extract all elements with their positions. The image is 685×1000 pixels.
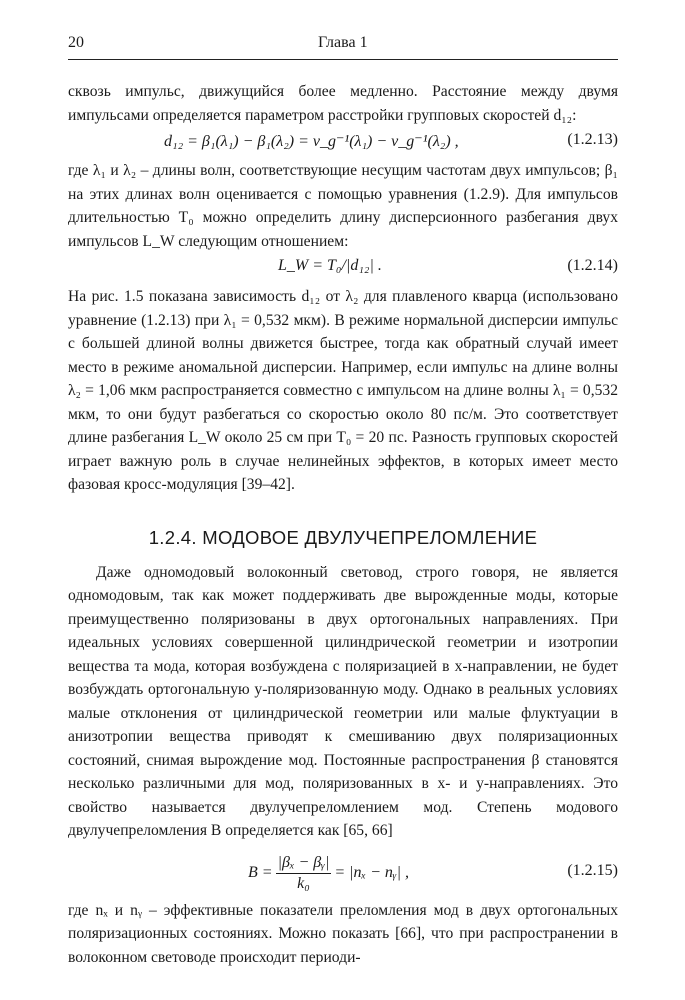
equation-1-2-15-number: (1.2.15) [567,861,618,879]
equation-1-2-15-rhs: = |nₓ − nᵧ| , [334,864,409,881]
equation-1-2-15 [68,849,618,897]
equation-1-2-13-number: (1.2.13) [567,131,618,148]
paragraph-3: На рис. 1.5 показана зависимость d₁₂ от λ₂ для плавленого кварца (использовано уравнение (1.2.13) при λ₁ = 0,532 мкм). В режиме нормальной дисперсии импульс с большей длиной волны движется быстрее, тогда как обратный случай имеет место в режиме аномальной дисперсии. Например, если импульс на длине волны λ₂ = 1,06 мкм распространяется совместно с импульсом на длине волны λ₁ = 0,532 мкм, то они будут разбегаться со скоростью около 80 пс/м. Это соответствует длине разбегания L_W около 25 см при T₀ = 20 пс. Разность групповых скоростей играет важную роль в случае нелинейных эффектов, в которых имеет место фазовая кросс-модуляция [39–42]. [68,288,618,493]
page-number: 20 [68,34,84,51]
equation-1-2-13 [68,131,618,157]
chapter-title: Глава 1 [318,34,368,51]
equation-1-2-15-fraction [276,853,332,894]
paragraph-2: где λ₁ и λ₂ – длины волн, соответствующие несущим частотам двух импульсов; β₁ на этих длинах волн оценивается с помощью уравнения (1.2.9). Для импульсов длительностью T₀ можно определить длину дисперсионного разбегания двух импульсов L_W следующим отношением: [68,162,618,250]
page-header [68,34,618,60]
equation-1-2-14 [68,257,618,283]
equation-1-2-14-number: (1.2.14) [567,257,618,274]
paragraph-1: сквозь импульс, движущийся более медленно. Расстояние между двумя импульсами определяется параметром расстройки групповых скоростей d₁₂: [68,83,618,124]
equation-1-2-13-formula: d₁₂ = β₁(λ₁) − β₁(λ₂) = v_g⁻¹(λ₁) − v_g⁻¹(λ₂) , [164,133,459,150]
book-page [68,34,618,969]
equation-1-2-14-formula: L_W = T₀/|d₁₂| . [278,257,382,274]
paragraph-4: Даже одномодовый волоконный световод, строго говоря, не является одномодовым, так как может поддерживать две вырожденные моды, которые преимущественно поляризованы в двух ортогональных направлениях. При идеальных условиях совершенной цилиндрической геометрии и изотропии вещества та мода, которая возбуждена с поляризацией в x-направлении, не будет возбуждать ортогональную y-поляризованную моду. Однако в реальных условиях малые отклонения от цилиндрической геометрии или малые флуктуации в анизотропии вещества приводят к смешиванию двух поляризационных состояний, снимая вырождение мод. Постоянные распространения β становятся несколько различными для мод, поляризованных в x- и y-направлениях. Это свойство называется двулучепреломлением мод. Степень модового двулучепреломления B определяется как [65, 66] [68,563,618,839]
section-heading: 1.2.4. МОДОВОЕ ДВУЛУЧЕПРЕЛОМЛЕНИЕ [148,526,538,548]
equation-1-2-15-formula [248,853,409,894]
equation-1-2-15-lhs: B = [248,864,273,881]
equation-1-2-15-numerator: |βₓ − βᵧ| [276,853,332,874]
equation-1-2-15-denominator: k₀ [297,874,310,892]
paragraph-5: где nₓ и nᵧ – эффективные показатели преломления мод в двух ортогональных поляризационных состояниях. Можно показать [66], что при распространении в волоконном световоде происходит периоди- [68,901,618,966]
